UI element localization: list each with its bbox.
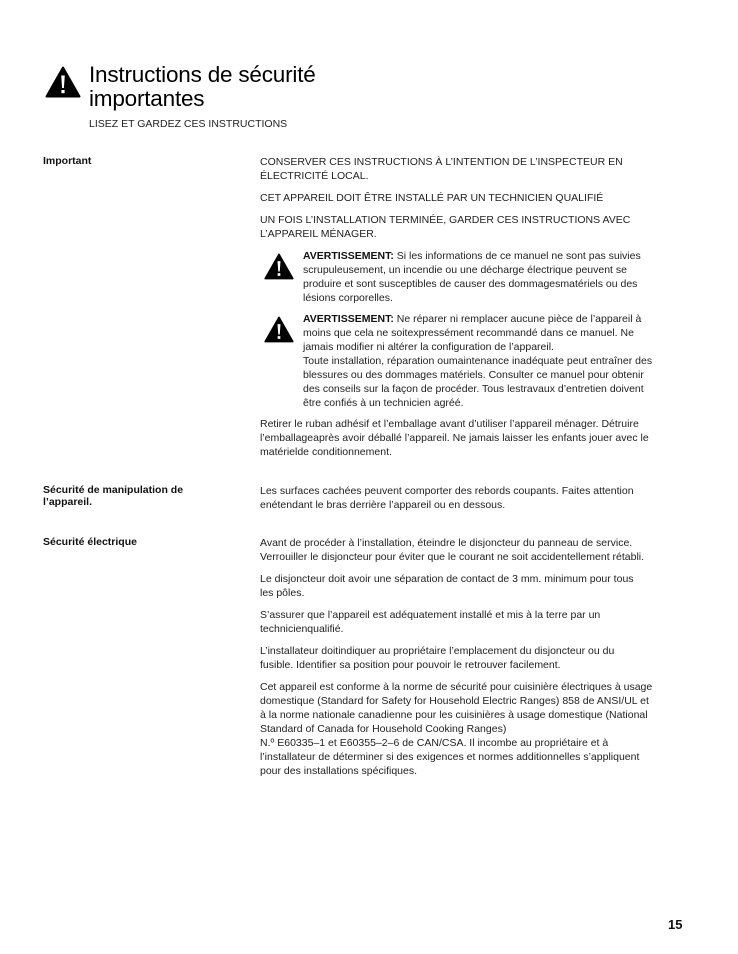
section-label-handling: Sécurité de manipulation de l’appareil. — [43, 484, 184, 508]
paragraph: Cet appareil est conforme à la norme de sécurité pour cuisinière électriques à usage domestique (Standard for Safety for Household Electric Ranges) 858 de ANSI/UL et à la norme nationale canadienne pour les cuisinières à usage domestique (National Standard of Canada for Household Cooking Ranges) N.º E60335–1 et E60355–2–6 de CAN/CSA. Il incombe au propriétaire et à l’installateur de déterminer si des exigences et normes additionnelles s’appliquent pour des installations spécifiques. — [260, 681, 653, 777]
paragraph: CONSERVER CES INSTRUCTIONS À L’INTENTION DE L’INSPECTEUR EN ÉLECTRICITÉ LOCAL. — [260, 156, 623, 182]
warning-triangle-icon — [264, 253, 294, 280]
section-label-important: Important — [43, 155, 92, 167]
paragraph: Retirer le ruban adhésif et l’emballage avant d’utiliser l’appareil ménager. Détruire l’emballageaprès avoir déballé l’appareil. Ne jamais laisser les enfants jouer avec le matérielde conditionnement. — [260, 418, 649, 458]
paragraph: Les surfaces cachées peuvent comporter des rebords coupants. Faites attention enétendant le bras derrière l’appareil ou en dessous. — [260, 485, 634, 511]
warning-heading: AVERTISSEMENT: — [303, 313, 394, 325]
warning-triangle-icon — [45, 66, 81, 98]
warning-block — [260, 249, 695, 305]
page-title: Instructions de sécurité importantes — [89, 62, 316, 111]
paragraph: UN FOIS L’INSTALLATION TERMINÉE, GARDER CES INSTRUCTIONS AVEC L’APPAREIL MÉNAGER. — [260, 214, 631, 240]
paragraph: L’installateur doitindiquer au propriétaire l’emplacement du disjoncteur ou du fusible. Identifier sa position pour pouvoir le retrouver facilement. — [260, 645, 615, 671]
section-body-handling — [260, 484, 695, 520]
section-body-electrical — [260, 536, 695, 786]
paragraph: Le disjoncteur doit avoir une séparation de contact de 3 mm. minimum pour tous les pôles. — [260, 573, 634, 599]
warning-text: Si les informations de ce manuel ne sont pas suivies scrupuleusement, un incendie ou une décharge électrique peuvent se produire et sont susceptibles de causer des dommagesmatériels ou des lésions corporelles. — [303, 250, 641, 304]
warning-triangle-icon — [264, 316, 294, 343]
section-label-electrical: Sécurité électrique — [43, 536, 137, 548]
page-number: 15 — [668, 917, 683, 932]
page-subtitle: LISEZ ET GARDEZ CES INSTRUCTIONS — [89, 118, 288, 130]
paragraph: S’assurer que l’appareil est adéquatement installé et mis à la terre par un technicienqualifié. — [260, 609, 601, 635]
warning-heading: AVERTISSEMENT: — [303, 250, 394, 262]
warning-block — [260, 312, 695, 410]
section-body-important — [260, 155, 695, 467]
paragraph: Avant de procéder à l’installation, éteindre le disjoncteur du panneau de service. Verrouiller le disjoncteur pour éviter que le courant ne soit accidentellement rétabli. — [260, 537, 645, 563]
paragraph: CET APPAREIL DOIT ÊTRE INSTALLÉ PAR UN TECHNICIEN QUALIFIÉ — [260, 192, 604, 204]
warning-text: Ne réparer ni remplacer aucune pièce de l’appareil à moins que cela ne soitexpressément recommandé dans ce manuel. Ne jamais modifier ni altérer la configuration de l’appareil. Toute installation, réparation oumaintenance inadéquate peut entraîner des blessures ou des dommages matériels. Consulter ce manuel pour obtenir des conseils sur la façon de procéder. Tous lestravaux d’entretien doivent être confiés à un technicien agréé. — [303, 313, 653, 409]
